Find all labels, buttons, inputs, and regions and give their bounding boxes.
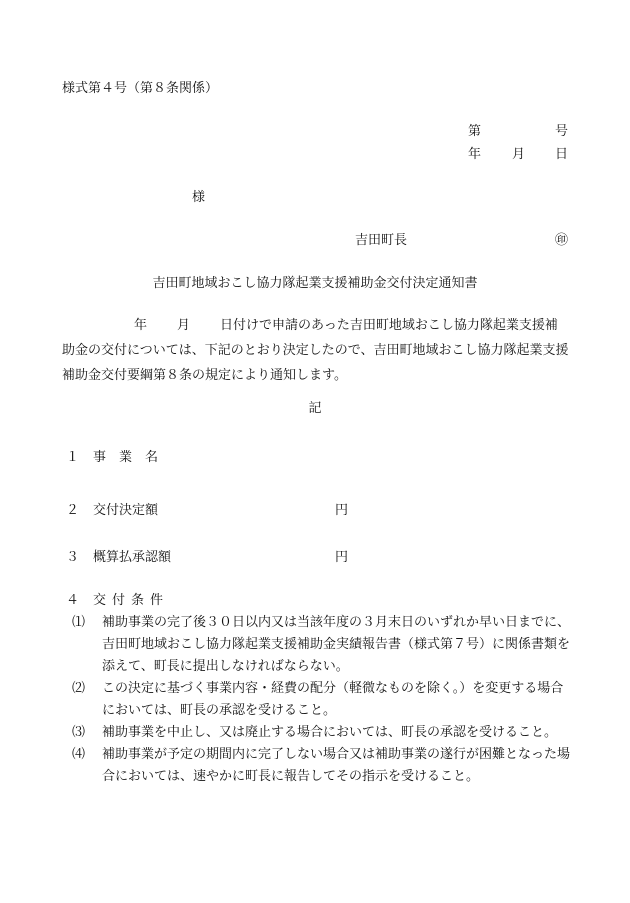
condition-number: ⑴ xyxy=(72,615,86,630)
condition-text: 補助事業を中止し、又は廃止する場合においては、町長の承認を受けること。 xyxy=(102,725,558,740)
item-label-grant-amount: 交付決定額 xyxy=(93,503,159,518)
date-day-label: 日 xyxy=(555,147,569,162)
seal-mark: ㊞ xyxy=(555,233,569,248)
item-number: ２ xyxy=(66,503,80,518)
condition-text: この決定に基づく事業内容・経費の配分（軽微なものを除く。）を変更する場合においては、町長の承認を受けること。 xyxy=(102,681,564,718)
body-year-label: 年 xyxy=(134,318,148,333)
condition-item xyxy=(62,678,570,722)
form-label: 様式第４号（第８条関係） xyxy=(62,81,219,96)
item-label-project-name: 事 業 名 xyxy=(93,450,159,465)
item-number: １ xyxy=(66,450,80,465)
conditions-heading: 交付条件 xyxy=(93,593,170,608)
condition-number: ⑵ xyxy=(72,681,86,696)
condition-item xyxy=(62,612,570,678)
body-paragraph xyxy=(62,313,570,388)
condition-item xyxy=(62,722,570,744)
doc-number-prefix: 第 xyxy=(468,124,482,139)
item-number: ４ xyxy=(66,593,80,608)
condition-text: 補助事業の完了後３０日以内又は当該年度の３月末日のいずれか早い日までに、吉田町地域おこし協力隊起業支援補助金実績報告書（様式第７号）に関係書類を添えて、町長に提出しなければならない。 xyxy=(102,615,571,674)
date-month-label: 月 xyxy=(512,147,526,162)
body-text: 日付けで申請のあった吉田町地域おこし協力隊起業支援補助金の交付については、下記のとおり決定したので、吉田町地域おこし協力隊起業支援補助金交付要綱第８条の規定により通知します。 xyxy=(62,318,569,383)
item-number: ３ xyxy=(66,550,80,565)
issuer-name: 吉田町長 xyxy=(355,233,408,248)
item-unit-yen: 円 xyxy=(335,550,349,565)
document-title: 吉田町地域おこし協力隊起業支援補助金交付決定通知書 xyxy=(152,276,478,291)
condition-text: 補助事業が予定の期間内に完了しない場合又は補助事業の遂行が困難となった場合においては、速やかに町長に報告してその指示を受けること。 xyxy=(102,747,571,784)
condition-number: ⑷ xyxy=(72,747,86,762)
date-year-label: 年 xyxy=(468,147,482,162)
condition-item xyxy=(62,744,570,788)
doc-number-suffix: 号 xyxy=(555,124,569,139)
body-month-label: 月 xyxy=(177,318,191,333)
item-unit-yen: 円 xyxy=(335,503,349,518)
item-label-advance-amount: 概算払承認額 xyxy=(93,550,172,565)
addressee-honorific: 様 xyxy=(192,190,206,205)
conditions-list xyxy=(62,612,570,788)
ki-heading: 記 xyxy=(308,401,322,416)
condition-number: ⑶ xyxy=(72,725,86,740)
